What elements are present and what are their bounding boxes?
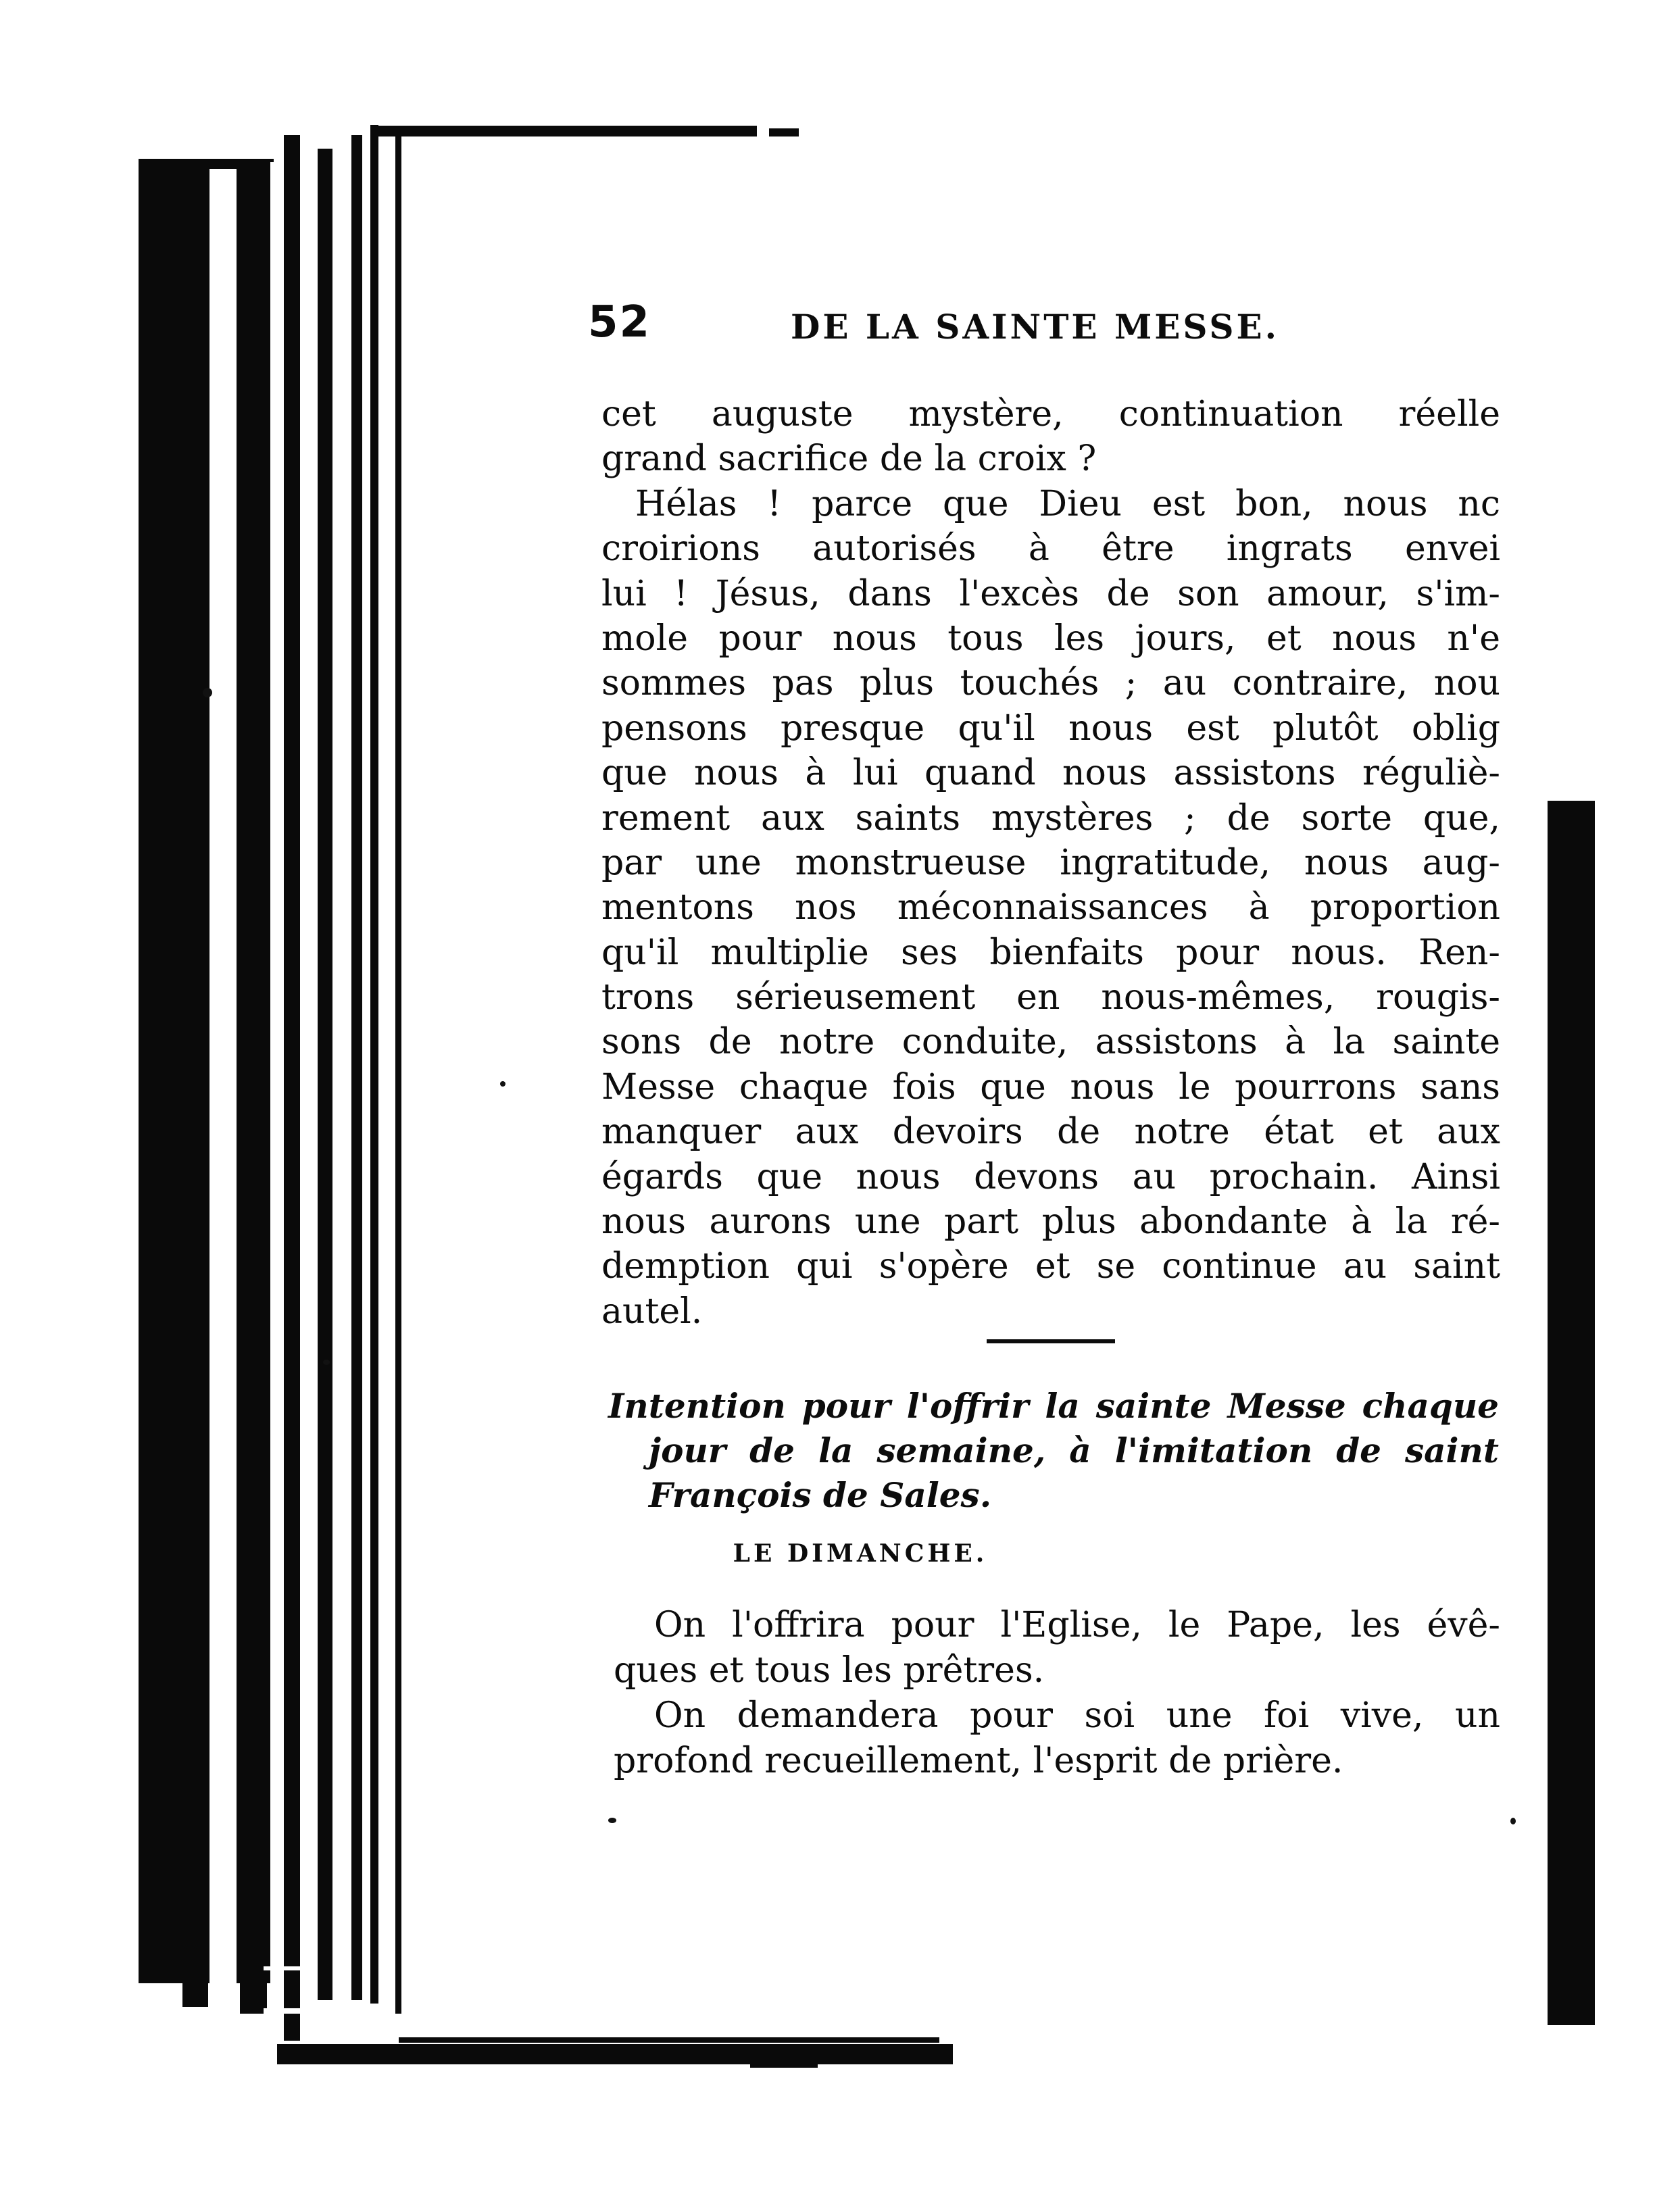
section-divider (987, 1339, 1115, 1343)
intention-line: jour de la semaine, à l'imitation de saint (649, 1431, 1499, 1470)
scan-speck (500, 1081, 505, 1087)
running-title: DE LA SAINTE MESSE. (791, 307, 1280, 347)
binding-gap (335, 149, 350, 2000)
text-line: cet auguste mystère, continuation réelle (601, 394, 1500, 434)
intention-line: François de Sales. (649, 1475, 992, 1515)
text-line: mole pour nous tous les jours, et nous n'e (601, 618, 1500, 659)
page-number: 52 (588, 297, 651, 347)
page-top-edge (378, 126, 757, 136)
text-line: profond recueillement, l'esprit de prière. (614, 1741, 1343, 1781)
text-line: nous aurons une part plus abondante à la ré- (601, 1201, 1500, 1243)
text-line: pensons presque qu'il nous est plutôt oblig (601, 707, 1500, 749)
intention-heading (608, 1384, 1499, 1518)
text-line: sommes pas plus touchés ; au contraire, nou (601, 663, 1500, 704)
binding-gap (301, 149, 316, 2000)
text-line: demption qui s'opère et se continue au saint (601, 1246, 1500, 1287)
text-line: que nous à lui quand nous assistons réguliè- (601, 753, 1500, 794)
text-line: Messe chaque fois que nous le pourrons sans (601, 1066, 1500, 1108)
intention-line: Intention pour l'offrir la sainte Messe chaque (608, 1386, 1499, 1426)
page-edge-strip (240, 162, 267, 2014)
page-edge-strip (182, 169, 208, 2007)
body-paragraphs (601, 392, 1500, 1334)
text-line: trons sérieusement en nous-mêmes, rougis- (601, 977, 1500, 1018)
page-bottom-edge-mark (750, 2047, 818, 2068)
text-line: par une monstrueuse ingratitude, nous aug- (601, 842, 1500, 883)
text-line: manquer aux devoirs de notre état et aux (601, 1112, 1500, 1153)
scan-speck (323, 1360, 330, 1365)
text-line: rement aux saints mystères ; de sorte que, (601, 797, 1500, 839)
sunday-paragraphs (614, 1603, 1500, 1784)
scan-speck (203, 688, 212, 697)
binding-gap (270, 162, 282, 2014)
page-bottom-edge (399, 2037, 939, 2043)
text-line: sons de notre conduite, assistons à la sainte (601, 1022, 1500, 1063)
binding-gap (364, 135, 369, 2000)
text-line: égards que nous devons au prochain. Ainsi (601, 1156, 1500, 1197)
text-line: On l'offrira pour l'Eglise, le Pape, les évê- (654, 1605, 1500, 1645)
text-line: qu'il multiplie ses bienfaits pour nous. Ren- (601, 932, 1500, 973)
text-line: lui ! Jésus, dans l'excès de son amour, s'im- (601, 573, 1500, 614)
page-edge-strip (395, 135, 401, 2014)
text-line: mentons nos méconnaissances à proportion (601, 887, 1500, 928)
right-page-edge-shadow (1548, 801, 1595, 2025)
page-edge-strip (284, 135, 300, 2041)
scan-speck (1510, 1818, 1516, 1824)
text-line: croirions autorisés à être ingrats envei (601, 528, 1500, 570)
binding-highlight (264, 2008, 304, 2014)
text-line: Hélas ! parce que Dieu est bon, nous nc (635, 483, 1500, 524)
page-edge-strip (351, 135, 362, 2000)
binding-highlight (264, 1966, 304, 1970)
running-header (588, 297, 1493, 358)
text-line: On demandera pour soi une foi vive, un (654, 1695, 1500, 1736)
scan-speck (608, 1818, 616, 1823)
page-top-edge-mark (769, 128, 799, 136)
binding-gap (209, 169, 237, 2007)
text-line: grand sacrifice de la croix ? (601, 439, 1097, 480)
page-bottom-edge (277, 2044, 953, 2064)
section-title: LE DIMANCHE. (733, 1539, 988, 1568)
text-line: autel. (601, 1291, 703, 1332)
text-line: ques et tous les prêtres. (614, 1650, 1045, 1691)
page-edge-strip (370, 125, 378, 2004)
page-edge-strip (318, 149, 332, 2000)
binding-gap (380, 135, 393, 2000)
